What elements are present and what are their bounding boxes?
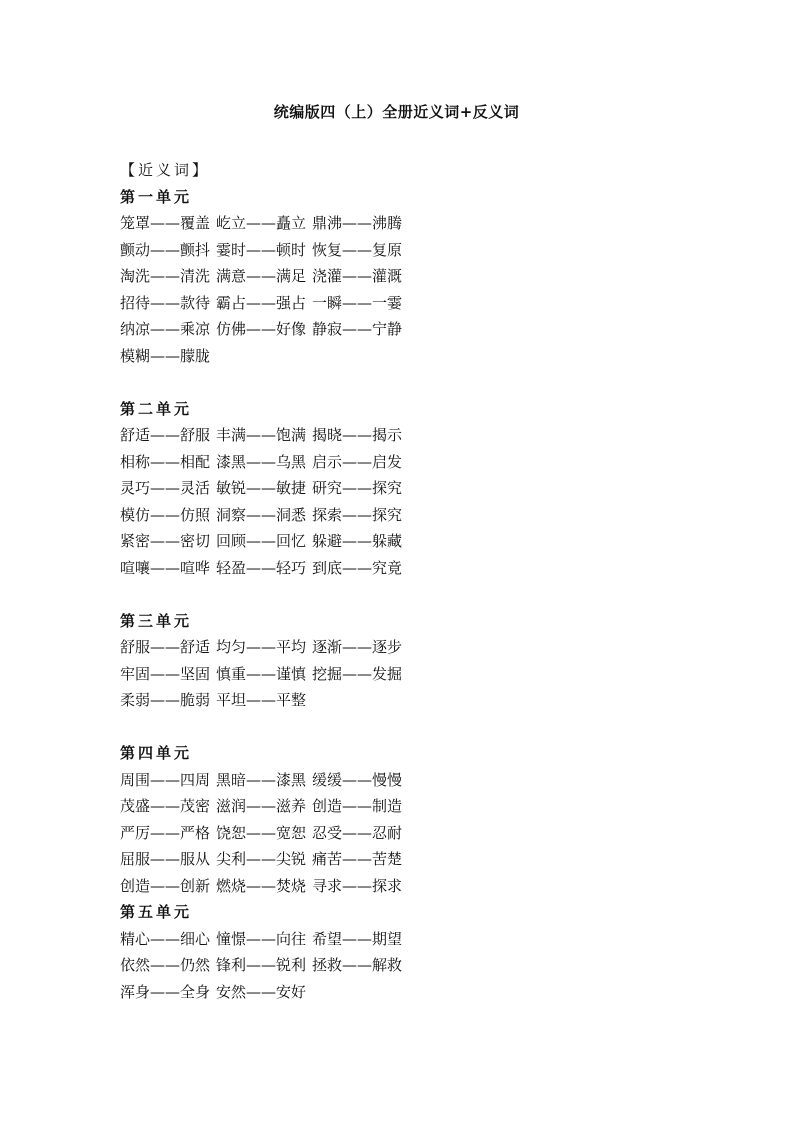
- synonym-pair: 回顾——回忆: [216, 532, 307, 550]
- synonym-pair: 滋润——滋养: [216, 797, 307, 815]
- synonym-pair: 淘洗——清洗: [120, 267, 211, 285]
- synonym-pair: 洞察——洞悉: [216, 505, 307, 524]
- synonym-pair: 满意——满足: [216, 267, 307, 285]
- synonym-pair: 慎重——谨慎: [216, 664, 307, 683]
- word-pair-row: [120, 528, 680, 555]
- word-pair-row: [120, 873, 680, 900]
- synonym-pair: 敏锐——敏捷: [216, 479, 307, 497]
- synonym-pair: 一瞬——一霎: [312, 293, 403, 312]
- synonym-pair: 紧密——密切: [120, 532, 211, 550]
- synonym-pair: 仿佛——好像: [216, 320, 307, 338]
- synonym-pair: 缓缓——慢慢: [312, 770, 403, 789]
- unit-heading: 第二单元: [120, 399, 193, 418]
- synonym-pair: 均匀——平均: [216, 638, 307, 656]
- synonym-pair: 模仿——仿照: [120, 505, 211, 524]
- unit-heading: 第五单元: [120, 903, 193, 921]
- word-pair-row: [120, 475, 680, 502]
- synonym-pair: 丰满——饱满: [216, 426, 307, 444]
- synonym-pair: 拯救——解救: [312, 956, 403, 974]
- document-content: [120, 157, 680, 1005]
- word-pair-row: [120, 290, 680, 317]
- synonym-pair: 喧嚷——喧哗: [120, 558, 211, 577]
- word-pair-row: [120, 263, 680, 290]
- synonym-pair: 严厉——严格: [120, 823, 211, 842]
- synonym-pair: 憧憬——向往: [216, 929, 307, 948]
- synonym-pair: 精心——细心: [120, 929, 211, 948]
- synonym-pair: 恢复——复原: [312, 240, 403, 259]
- synonym-pair: 启示——启发: [312, 452, 403, 471]
- word-pair-row: [120, 846, 680, 873]
- synonym-pair: 浇灌——灌溉: [312, 267, 403, 285]
- synonym-pair: 揭晓——揭示: [312, 426, 403, 444]
- synonym-pair: 屈服——服从: [120, 850, 211, 868]
- word-pair-row: [120, 555, 680, 582]
- synonym-pair: 探索——探究: [312, 505, 403, 524]
- synonym-pair: 舒适——舒服: [120, 426, 211, 444]
- unit-heading: 第四单元: [120, 744, 193, 762]
- synonym-pair: 牢固——坚固: [120, 664, 211, 683]
- synonym-pair: 舒服——舒适: [120, 638, 211, 656]
- word-pair-row: [120, 661, 680, 688]
- unit-heading: 第三单元: [120, 611, 193, 630]
- word-pair-row: [120, 237, 680, 264]
- word-pair-row: [120, 793, 680, 820]
- synonym-pair: 寻求——探求: [312, 876, 403, 895]
- synonym-pair: 到底——究竟: [312, 558, 403, 577]
- word-pair-row: [120, 952, 680, 979]
- word-pair-row: [120, 422, 680, 449]
- synonym-pair: 创造——创新: [120, 876, 211, 895]
- synonym-pair: 痛苦——苦楚: [312, 850, 403, 868]
- synonym-pair: 躲避——躲藏: [312, 532, 403, 550]
- synonym-pair: 柔弱——脆弱: [120, 691, 211, 709]
- synonym-pair: 屹立——矗立: [216, 214, 307, 232]
- word-pair-row: [120, 767, 680, 794]
- synonym-pair: 安然——安好: [216, 982, 307, 1001]
- synonym-pair: 轻盈——轻巧: [216, 558, 307, 577]
- word-pair-row: [120, 449, 680, 476]
- synonym-pair: 依然——仍然: [120, 956, 211, 974]
- word-pair-row: [120, 210, 680, 237]
- synonym-pair: 创造——制造: [312, 797, 403, 815]
- word-pair-row: [120, 634, 680, 661]
- blank-line: [120, 581, 680, 608]
- unit-heading: 第一单元: [120, 187, 193, 206]
- synonym-pair: 纳凉——乘凉: [120, 320, 211, 338]
- synonym-pair: 相称——相配: [120, 452, 211, 471]
- synonym-pair: 忍受——忍耐: [312, 823, 403, 842]
- synonym-pair: 黑暗——漆黑: [216, 770, 307, 789]
- synonym-pair: 燃烧——焚烧: [216, 876, 307, 895]
- synonym-pair: 平坦——平整: [216, 691, 307, 709]
- blank-line: [120, 369, 680, 396]
- section-category-synonyms: 【近义词】: [120, 161, 211, 179]
- word-pair-row: [120, 316, 680, 343]
- synonym-pair: 灵巧——灵活: [120, 479, 211, 497]
- synonym-pair: 逐渐——逐步: [312, 638, 403, 656]
- word-pair-row: [120, 926, 680, 953]
- synonym-pair: 鼎沸——沸腾: [312, 214, 403, 232]
- word-pair-row: [120, 979, 680, 1006]
- word-pair-row: [120, 502, 680, 529]
- synonym-pair: 霎时——顿时: [216, 240, 307, 259]
- synonym-pair: 研究——探究: [312, 479, 403, 497]
- word-pair-row: [120, 687, 680, 714]
- synonym-pair: 锋利——锐利: [216, 956, 307, 974]
- synonym-pair: 招待——款待: [120, 293, 211, 312]
- document-title: 统编版四（上）全册近义词+反义词: [273, 103, 520, 121]
- synonym-pair: 静寂——宁静: [312, 320, 403, 338]
- word-pair-row: [120, 820, 680, 847]
- synonym-pair: 模糊——朦胧: [120, 346, 211, 365]
- synonym-pair: 浑身——全身: [120, 982, 211, 1001]
- synonym-pair: 霸占——强占: [216, 293, 307, 312]
- synonym-pair: 周围——四周: [120, 770, 211, 789]
- synonym-pair: 笼罩——覆盖: [120, 214, 211, 232]
- synonym-pair: 漆黑——乌黑: [216, 452, 307, 471]
- synonym-pair: 颤动——颤抖: [120, 240, 211, 259]
- blank-line: [120, 714, 680, 741]
- synonym-pair: 茂盛——茂密: [120, 797, 211, 815]
- synonym-pair: 希望——期望: [312, 929, 403, 948]
- word-pair-row: [120, 343, 680, 370]
- synonym-pair: 挖掘——发掘: [312, 664, 403, 683]
- synonym-pair: 尖利——尖锐: [216, 850, 307, 868]
- synonym-pair: 饶恕——宽恕: [216, 823, 307, 842]
